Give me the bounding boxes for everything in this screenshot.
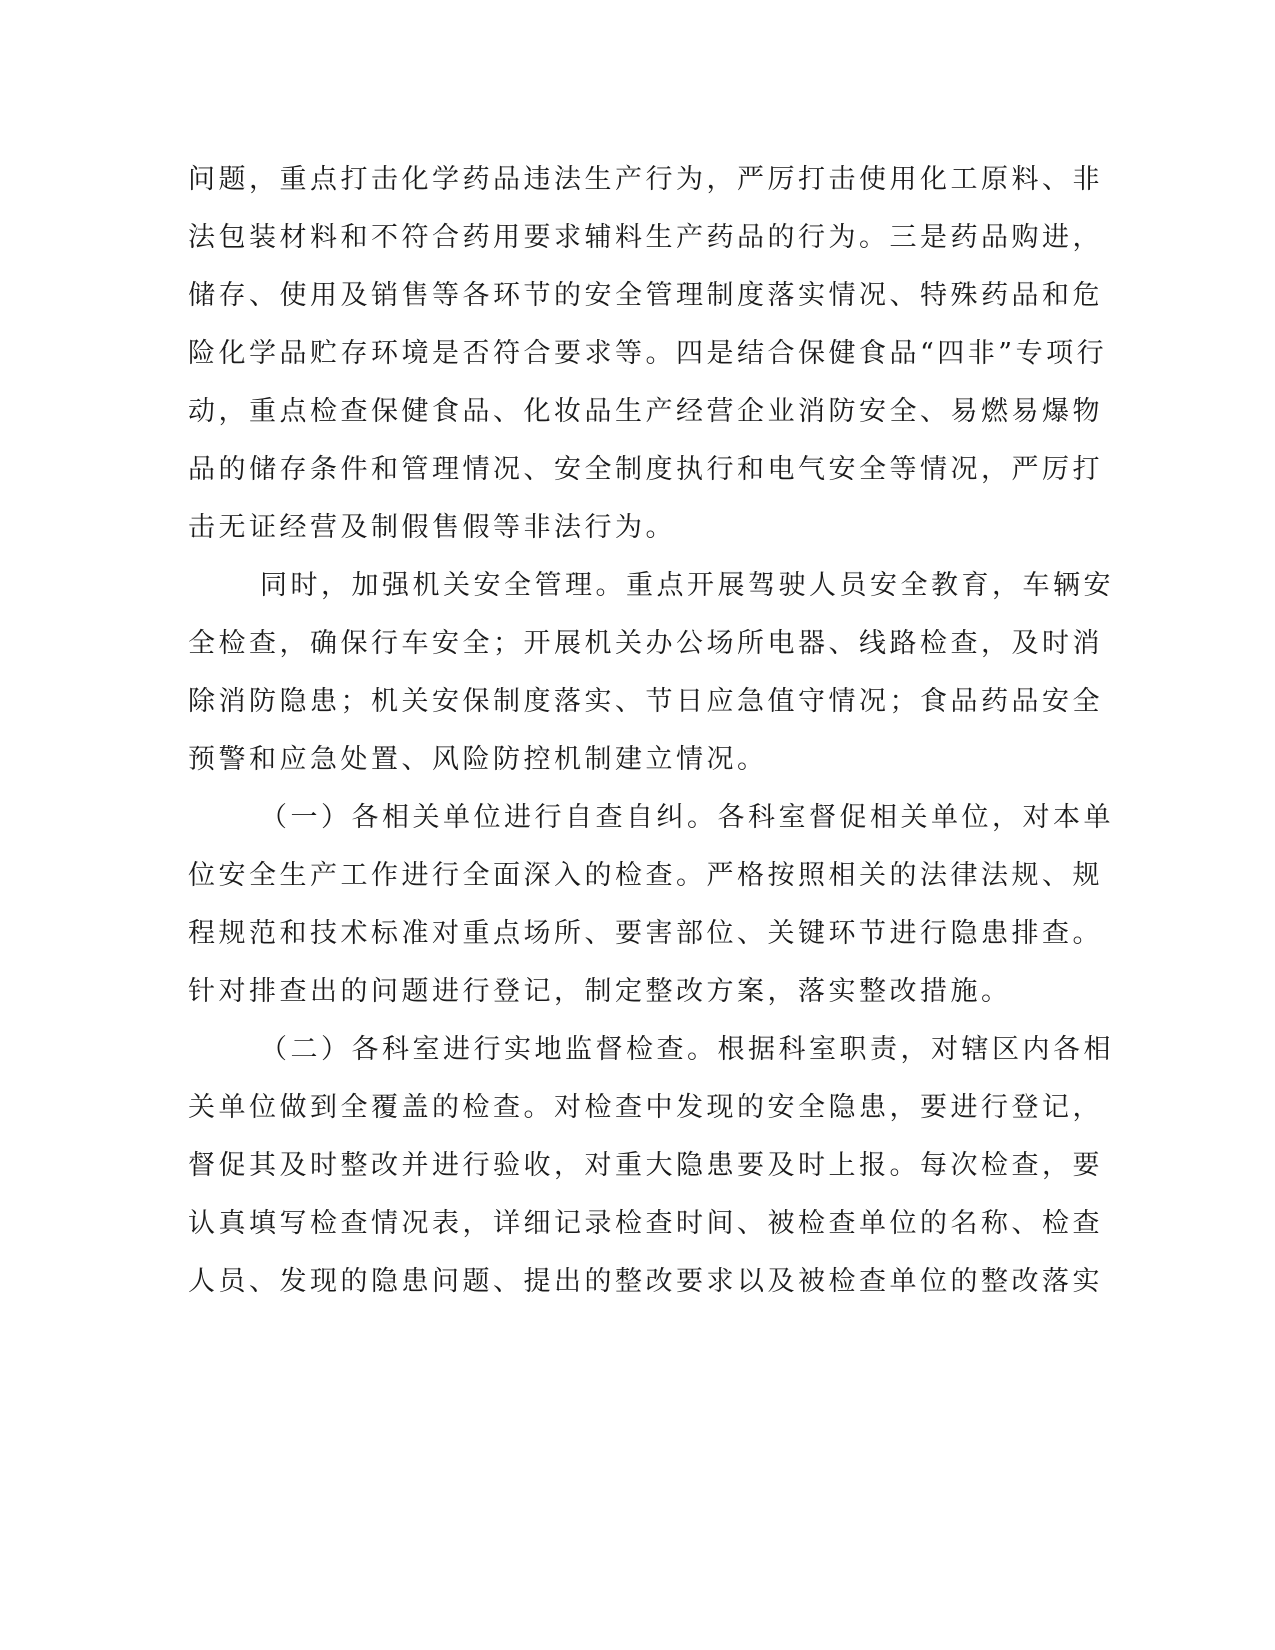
text-line: 法包装材料和不符合药用要求辅料生产药品的行为。三是药品购进， <box>188 222 1103 253</box>
text-line: 击无证经营及制假售假等非法行为。 <box>188 512 676 543</box>
text-line: 品的储存条件和管理情况、安全制度执行和电气安全等情况，严厉打 <box>188 454 1103 485</box>
text-line: 针对排查出的问题进行登记，制定整改方案，落实整改措施。 <box>188 976 1012 1007</box>
text-line: 认真填写检查情况表，详细记录检查时间、被检查单位的名称、检查 <box>188 1208 1103 1239</box>
text-line: 关单位做到全覆盖的检查。对检查中发现的安全隐患，要进行登记， <box>188 1092 1103 1123</box>
text-line: 位安全生产工作进行全面深入的检查。严格按照相关的法律法规、规 <box>188 860 1103 891</box>
text-line: 动，重点检查保健食品、化妆品生产经营企业消防安全、易燃易爆物 <box>188 396 1103 427</box>
text-line: 人员、发现的隐患问题、提出的整改要求以及被检查单位的整改落实 <box>188 1266 1103 1297</box>
paragraph-start-line: 同时，加强机关安全管理。重点开展驾驶人员安全教育，车辆安 <box>260 570 1114 601</box>
text-line: 程规范和技术标准对重点场所、要害部位、关键环节进行隐患排查。 <box>188 918 1103 949</box>
text-line: 预警和应急处置、风险防控机制建立情况。 <box>188 744 768 775</box>
text-line: 储存、使用及销售等各环节的安全管理制度落实情况、特殊药品和危 <box>188 280 1103 311</box>
paragraph-start-line: （二）各科室进行实地监督检查。根据科室职责，对辖区内各相 <box>260 1034 1114 1065</box>
text-line: 督促其及时整改并进行验收，对重大隐患要及时上报。每次检查，要 <box>188 1150 1103 1181</box>
text-line: 险化学品贮存环境是否符合要求等。四是结合保健食品“四非”专项行 <box>188 338 1108 369</box>
text-line: 除消防隐患；机关安保制度落实、节日应急值守情况；食品药品安全 <box>188 686 1103 717</box>
text-line: 问题，重点打击化学药品违法生产行为，严厉打击使用化工原料、非 <box>188 164 1103 195</box>
paragraph-start-line: （一）各相关单位进行自查自纠。各科室督促相关单位，对本单 <box>260 802 1114 833</box>
text-line: 全检查，确保行车安全；开展机关办公场所电器、线路检查，及时消 <box>188 628 1103 659</box>
